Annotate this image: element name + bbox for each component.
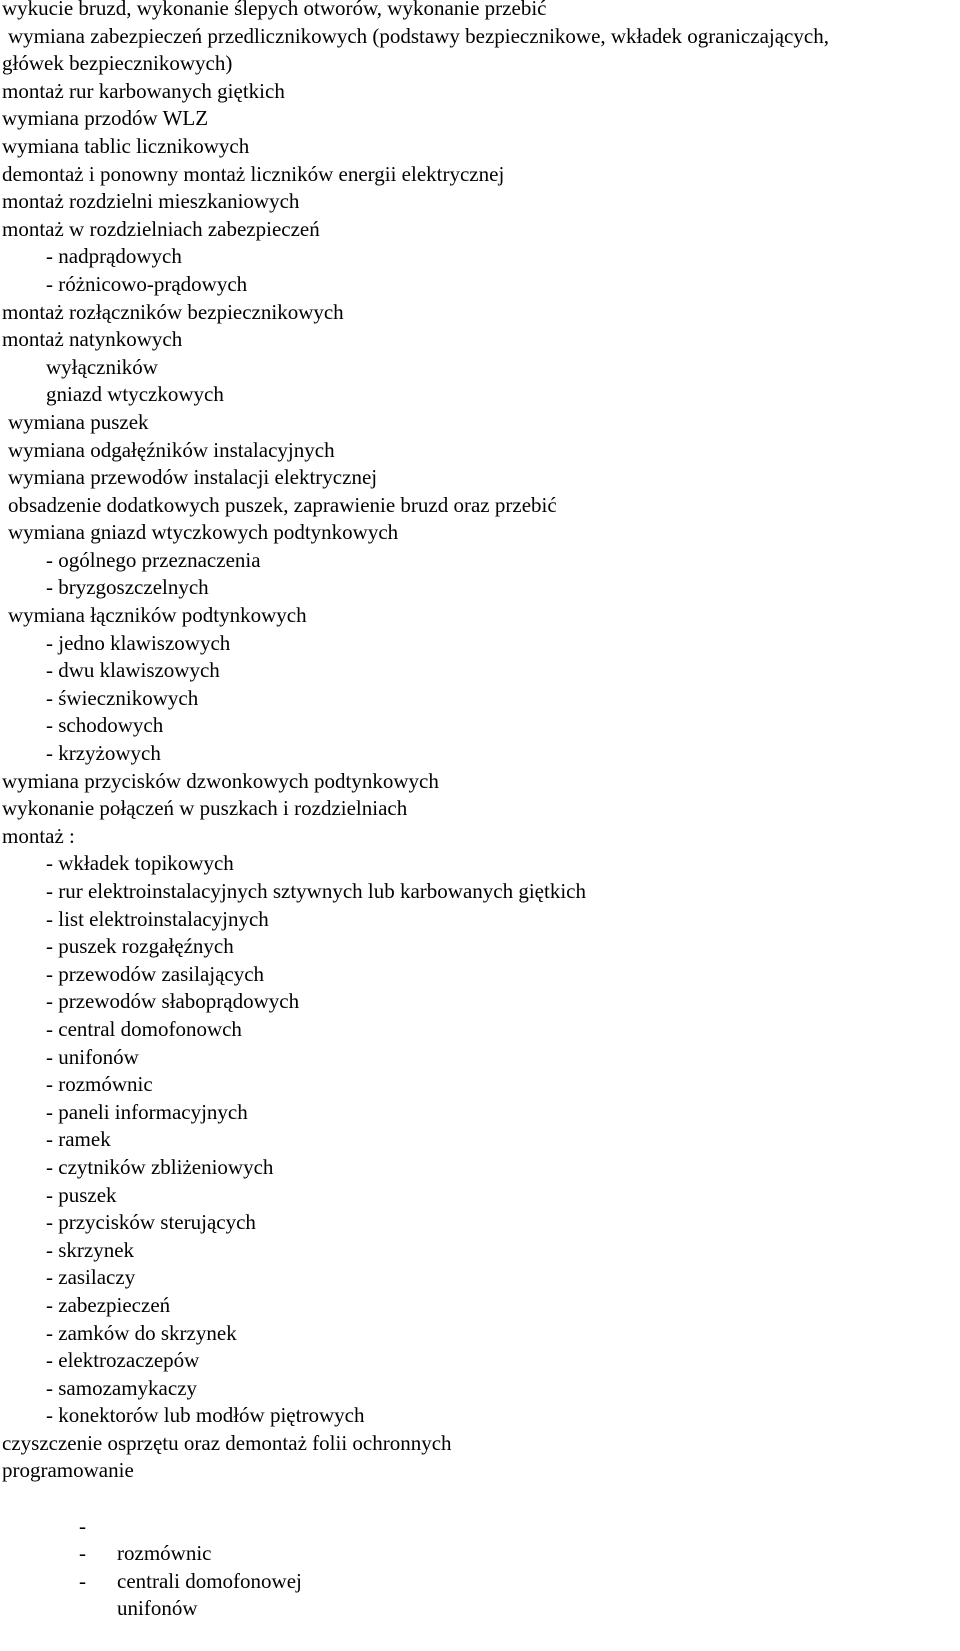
text-line: wymiana tablic licznikowych bbox=[2, 133, 250, 158]
text-line: wymiana zabezpieczeń przedlicznikowych (podstawy bezpiecznikowe, wkładek ograniczających, bbox=[8, 23, 829, 48]
text-line: montaż rur karbowanych giętkich bbox=[2, 78, 285, 103]
text-line: montaż natynkowych bbox=[2, 327, 183, 352]
list-item: - zamków do skrzynek bbox=[46, 1320, 237, 1345]
dash: - bbox=[79, 1513, 86, 1538]
list-item: - przycisków sterujących bbox=[46, 1210, 256, 1235]
list-item: - samozamykaczy bbox=[46, 1375, 198, 1400]
list-item: - czytników zbliżeniowych bbox=[46, 1154, 274, 1179]
text-line: montaż w rozdzielniach zabezpieczeń bbox=[2, 216, 320, 241]
list-item: - unifonów bbox=[46, 1044, 139, 1069]
text-line: wymiana przewodów instalacji elektrycznej bbox=[8, 465, 378, 490]
text-line: główek bezpiecznikowych) bbox=[2, 51, 233, 76]
text-line: wymiana gniazd wtyczkowych podtynkowych bbox=[8, 520, 399, 545]
text-line: programowanie bbox=[2, 1458, 134, 1483]
text-line: wykucie bruzd, wykonanie ślepych otworów, wykonanie przebić bbox=[2, 0, 547, 20]
list-item: - różnicowo-prądowych bbox=[46, 271, 248, 296]
text-line: montaż rozdzielni mieszkaniowych bbox=[2, 189, 300, 214]
list-item: - przewodów zasilających bbox=[46, 961, 265, 986]
list-item: - rozmównic bbox=[46, 1072, 153, 1097]
text-line: montaż rozłączników bezpiecznikowych bbox=[2, 299, 344, 324]
text-line: montaż : bbox=[2, 823, 75, 848]
list-item: - schodowych bbox=[46, 713, 164, 738]
list-item: - zabezpieczeń bbox=[46, 1292, 171, 1317]
list-item: - rur elektroinstalacyjnych sztywnych lub karbowanych giętkich bbox=[46, 879, 586, 903]
list-item: - jedno klawiszowych bbox=[46, 630, 231, 655]
list-item: - ramek bbox=[46, 1127, 111, 1152]
programming-item bbox=[0, 1485, 960, 1566]
text-line: demontaż i ponowny montaż liczników energii elektrycznej bbox=[2, 161, 505, 186]
list-item: - ogólnego przeznaczenia bbox=[46, 547, 261, 572]
list-item: - central domofonowch bbox=[46, 1016, 242, 1041]
list-item: - paneli informacyjnych bbox=[46, 1099, 248, 1124]
text-line: wymiana odgałęźników instalacyjnych bbox=[8, 437, 335, 462]
list-item: - list elektroinstalacyjnych bbox=[46, 906, 269, 931]
list-item: - przewodów słaboprądowych bbox=[46, 989, 300, 1014]
programming-item-text: rozmównic bbox=[117, 1541, 212, 1566]
programming-item-text: unifonów bbox=[117, 1596, 198, 1621]
text-line: wymiana przodów WLZ bbox=[2, 106, 209, 131]
list-item: - puszek rozgałęźnych bbox=[46, 934, 234, 959]
list-item: - skrzynek bbox=[46, 1237, 135, 1262]
text-line: wymiana łączników podtynkowych bbox=[8, 603, 307, 628]
list-item: gniazd wtyczkowych bbox=[46, 382, 224, 407]
text-line: wykonanie połączeń w puszkach i rozdzielniach bbox=[2, 796, 408, 821]
list-item: - puszek bbox=[46, 1182, 117, 1207]
dash: - bbox=[79, 1568, 86, 1593]
text-line: wymiana przycisków dzwonkowych podtynkowych bbox=[2, 768, 439, 793]
list-item: - krzyżowych bbox=[46, 741, 161, 766]
list-item: - wkładek topikowych bbox=[46, 851, 234, 876]
list-item: - konektorów lub modłów piętrowych bbox=[46, 1403, 365, 1428]
list-item: - nadprądowych bbox=[46, 244, 182, 269]
list-item: - zasilaczy bbox=[46, 1265, 136, 1290]
text-line: wymiana puszek bbox=[8, 409, 149, 434]
text-line: obsadzenie dodatkowych puszek, zaprawienie bruzd oraz przebić bbox=[8, 492, 557, 517]
list-item: wyłączników bbox=[46, 354, 158, 379]
dash: - bbox=[79, 1541, 86, 1566]
programming-item-text: centrali domofonowej bbox=[117, 1568, 302, 1593]
list-item: - świecznikowych bbox=[46, 685, 199, 710]
list-item: - dwu klawiszowych bbox=[46, 658, 220, 683]
list-item: - bryzgoszczelnych bbox=[46, 575, 209, 600]
list-item: - elektrozaczepów bbox=[46, 1348, 200, 1373]
text-line: czyszczenie osprzętu oraz demontaż folii ochronnych bbox=[2, 1430, 452, 1455]
